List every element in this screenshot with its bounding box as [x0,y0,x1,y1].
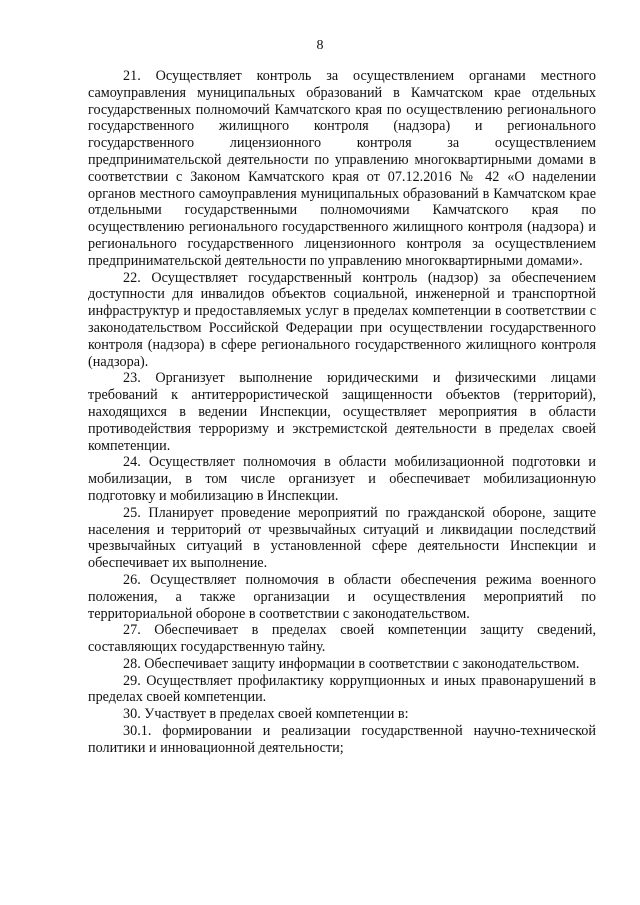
paragraph-30-1: 30.1. формировании и реализации государственной научно-технической политики и инновационной деятельности; [88,723,596,756]
paragraph-28: 28. Обеспечивает защиту информации в соответствии с законодательством. [123,655,580,672]
paragraph-27: 27. Обеспечивает в пределах своей компетенции защиту сведений, составляющих государственную тайну. [88,622,596,656]
paragraph-30: 30. Участвует в пределах своей компетенции в: [123,706,409,723]
paragraph-22: 22. Осуществляет государственный контроль (надзор) за обеспечением доступности для инвалидов объектов социальной, инженерной и транспортной инфраструктур и предоставляемых услуг в пределах компетенции в соответствии с законодательством Российской Федерации при осуществлении государственного контроля (надзора) в сфере регионального государственного жилищного контроля (надзора). [88,269,596,370]
paragraph-29: 29. Осуществляет профилактику коррупционных и иных правонарушений в пределах своей компетенции. [88,672,596,706]
document-body [88,68,596,757]
paragraph-23: 23. Организует выполнение юридическими и физическими лицами требований к антитеррористической защищенности объектов (территорий), находящихся в ведении Инспекции, осуществляет мероприятия в области противодействия терроризму и экстремистской деятельности в пределах своей компетенции. [88,370,596,454]
page-number: 8 [316,38,324,53]
paragraph-25: 25. Планирует проведение мероприятий по гражданской обороне, защите населения и территорий от чрезвычайных ситуаций и ликвидации последствий чрезвычайных ситуаций в установленной сфере деятельности Инспекции и обеспечивает их выполнение. [88,504,596,572]
paragraph-24: 24. Осуществляет полномочия в области мобилизационной подготовки и мобилизации, в том числе организует и обеспечивает мобилизационную подготовку и мобилизацию в Инспекции. [88,454,596,504]
paragraph-26: 26. Осуществляет полномочия в области обеспечения режима военного положения, а также организации и осуществления мероприятий по территориальной обороне в соответствии с законодательством. [88,571,596,622]
paragraph-21: 21. Осуществляет контроль за осуществлением органами местного самоуправления муниципальных образований в Камчатском крае отдельных государственных полномочий Камчатского края по осуществлению регионального государственного жилищного контроля (надзора) и регионального государственного лицензионного контроля за осуществлением предпринимательской деятельности по управлению многоквартирными домами в соответствии с Законом Камчатского края от 07.12.2016 № 42 «О наделении органов местного самоуправления муниципальных образований в Камчатском крае отдельными государственными полномочиями Камчатского края по осуществлению регионального государственного жилищного контроля (надзора) и регионального государственного лицензионного контроля за осуществлением предпринимательской деятельности по управлению многоквартирными домами». [88,68,596,269]
